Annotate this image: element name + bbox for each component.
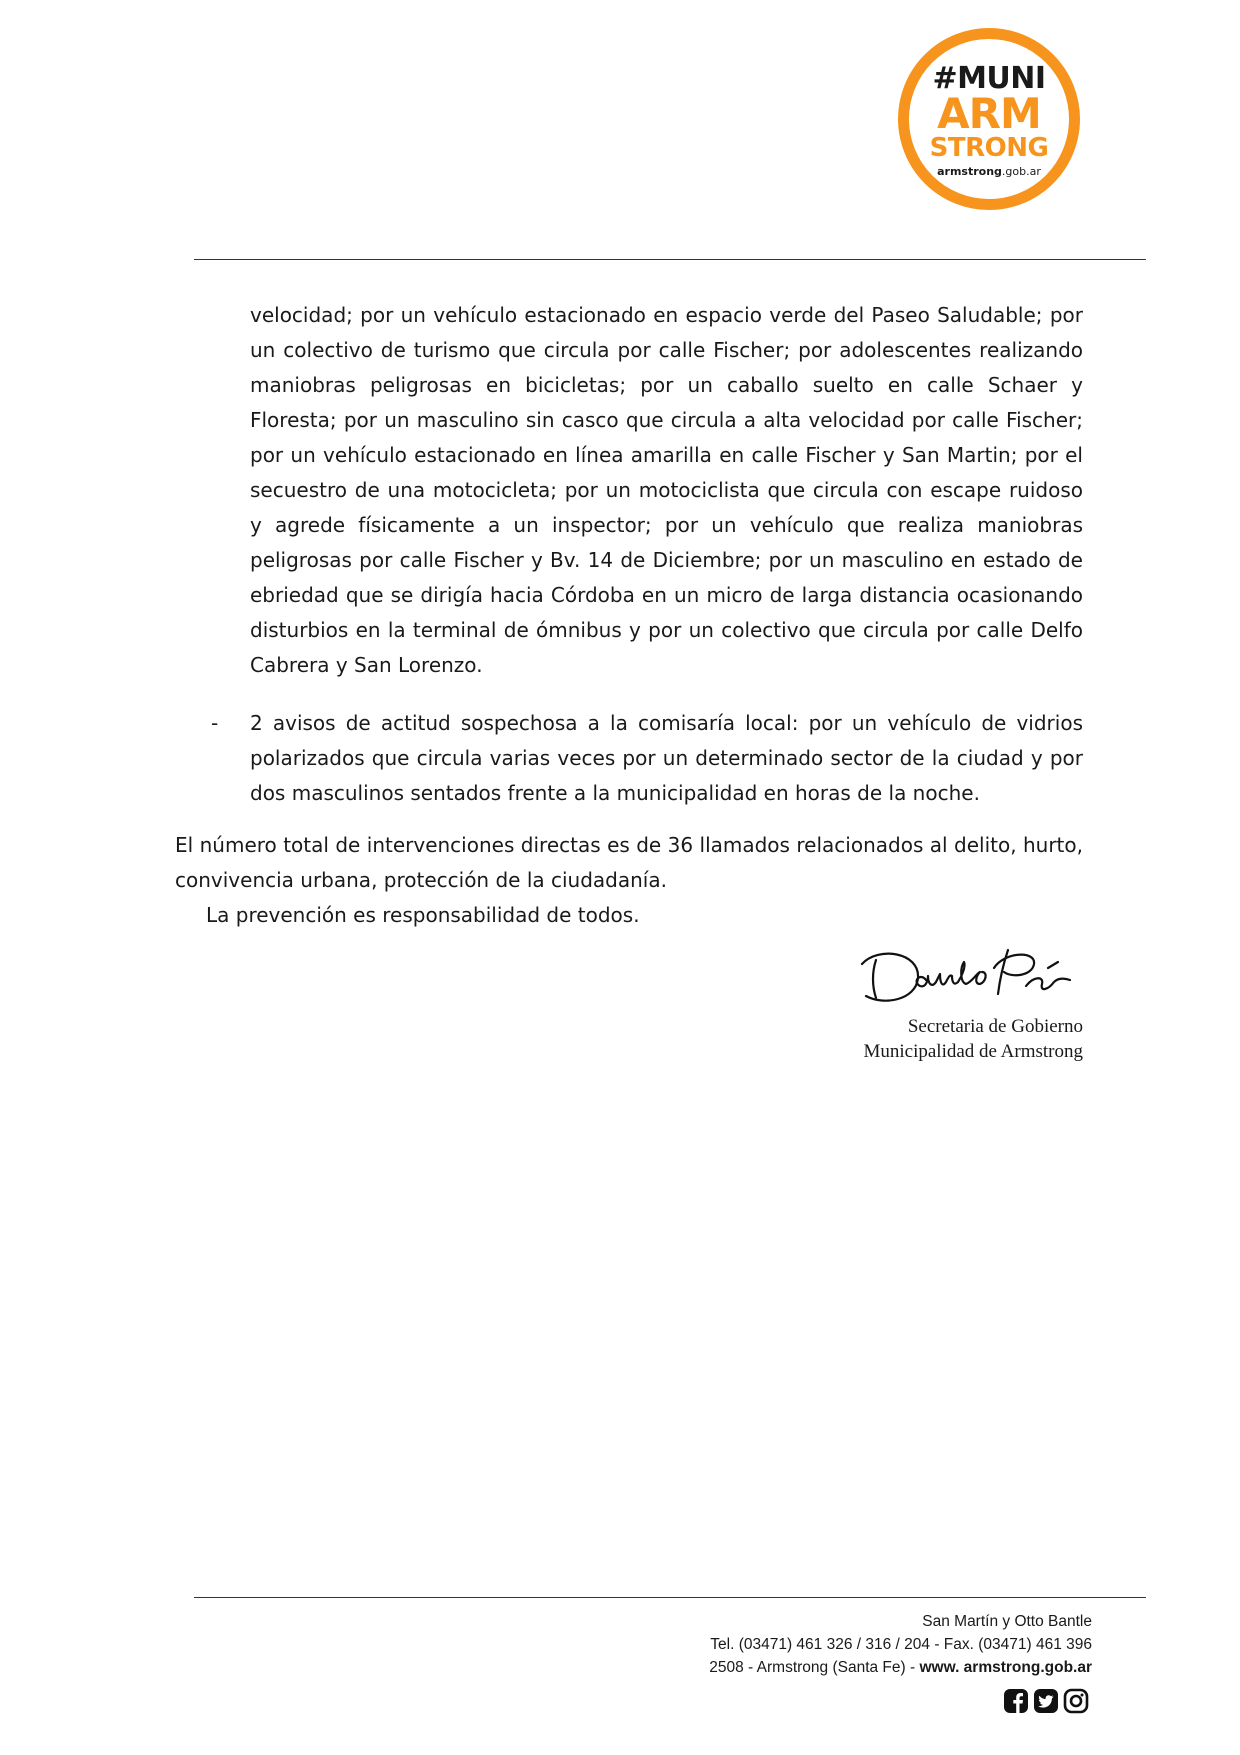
body-paragraph-continuation: velocidad; por un vehículo estacionado en espacio verde del Paseo Saludable; por un colectivo de turismo que circula por calle Fischer; por adolescentes realizando maniobras peligrosas en bicicletas; por un caballo suelto en calle Schaer y Floresta; por un masculino sin casco que circula a alta velocidad por calle Fischer; por un vehículo estacionado en línea amarilla en calle Fischer y San Martin; por el secuestro de una motocicleta; por un motociclista que circula con escape ruidoso y agrede físicamente a un inspector; por un vehículo que realiza maniobras peligrosas por calle Fischer y Bv. 14 de Diciembre; por un masculino en estado de ebriedad que se dirigía hacia Córdoba en un micro de larga distancia ocasionando disturbios en la terminal de ómnibus y por un colectivo que circula por calle Delfo Cabrera y San Lorenzo.: [250, 303, 1083, 677]
logo-hashtag: #MUNI: [932, 61, 1046, 96]
signer-organization: Municipalidad de Armstrong: [863, 1041, 1083, 1062]
logo-url-suffix: .gob.ar: [1001, 165, 1041, 178]
handwritten-signature: [848, 942, 1080, 1012]
body-paragraph-closing: La prevención es responsabilidad de todos.: [206, 903, 640, 927]
footer-address: San Martín y Otto Bantle: [922, 1613, 1092, 1630]
logo-strong: STRONG: [929, 133, 1049, 163]
logo-arm: ARM: [937, 89, 1041, 138]
logo-url: [909, 165, 1069, 178]
footer-city-line: [560, 1657, 1092, 1679]
signer-title: Secretaria de Gobierno: [907, 1016, 1083, 1037]
body-paragraph-suspicious-activity: 2 avisos de actitud sospechosa a la comisaría local: por un vehículo de vidrios polarizados que circula varias veces por un determinado sector de la ciudad y por dos masculinos sentados frente a la municipalidad en horas de la noche.: [250, 711, 1083, 805]
facebook-icon[interactable]: [1003, 1688, 1029, 1714]
municipality-logo: [898, 28, 1080, 210]
footer-phone: Tel. (03471) 461 326 / 316 / 204 - Fax. (03471) 461 396: [710, 1636, 1092, 1653]
social-icons: [1003, 1688, 1093, 1714]
footer-city: 2508 - Armstrong (Santa Fe) -: [709, 1659, 920, 1676]
logo-url-domain: armstrong: [937, 165, 1002, 178]
header-divider: [194, 259, 1146, 260]
body-paragraph-total: El número total de intervenciones directas es de 36 llamados relacionados al delito, hurto, convivencia urbana, protección de la ciudadanía.: [175, 833, 1083, 892]
instagram-icon[interactable]: [1063, 1688, 1089, 1714]
footer-website-link[interactable]: www. armstrong.gob.ar: [919, 1659, 1092, 1676]
list-bullet-dash: -: [211, 711, 219, 735]
twitter-icon[interactable]: [1033, 1688, 1059, 1714]
footer-divider: [194, 1597, 1146, 1598]
